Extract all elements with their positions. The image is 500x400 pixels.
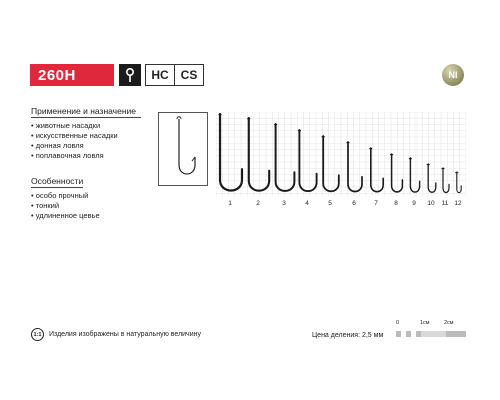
features-section [31,176,141,221]
model-label: 260H [30,64,114,86]
hook-size-chart [216,112,466,212]
eye-hook-icon [119,64,141,86]
size-label: 4 [305,200,309,207]
size-label: 6 [352,200,356,207]
hook-silhouette [455,172,461,193]
hook-silhouette [390,154,402,192]
scale-ruler [396,320,466,344]
list-item: • удлиненное цевье [31,211,141,221]
hook-silhouette [369,148,383,192]
size-label: 3 [282,200,286,207]
list-item: • поплавочная ловля [31,151,141,161]
coating-badge: NI [442,64,464,86]
division-label: Цена деления: 2,5 мм [312,332,384,339]
hook-silhouette [322,136,339,191]
size-labels [216,200,466,210]
application-title: Применение и назначение [31,106,141,118]
size-label: 5 [328,200,332,207]
size-label: 11 [441,200,449,207]
list-item: • животные насадки [31,121,141,131]
size-label: 1 [228,200,232,207]
list-item: • тонкий [31,201,141,211]
list-item: • искусственные насадки [31,131,141,141]
hc-code-badge: HC [145,64,175,86]
scale-note-text: Изделия изображены в натуральную величину [49,331,201,338]
scale-note [31,328,201,341]
application-list [31,121,141,161]
hook-closeup [158,112,208,186]
hook-silhouette [442,168,450,193]
features-list [31,191,141,221]
size-label: 10 [427,200,435,207]
size-label: 2 [256,200,260,207]
list-item: • донная ловля [31,141,141,151]
list-item: • особо прочный [31,191,141,201]
application-section [31,106,141,161]
size-label: 9 [412,200,416,207]
ruler-label: 0 [396,320,400,326]
ruler-bar [396,331,466,337]
size-label: 8 [394,200,398,207]
hook-silhouette [298,130,317,191]
ruler-label: 1см [420,320,430,326]
ruler-label: 2см [444,320,454,326]
cs-code-badge: CS [174,64,204,86]
size-label: 12 [454,200,462,207]
features-title: Особенности [31,176,84,186]
scale-badge: 1:1 [31,328,44,341]
size-label: 7 [374,200,378,207]
